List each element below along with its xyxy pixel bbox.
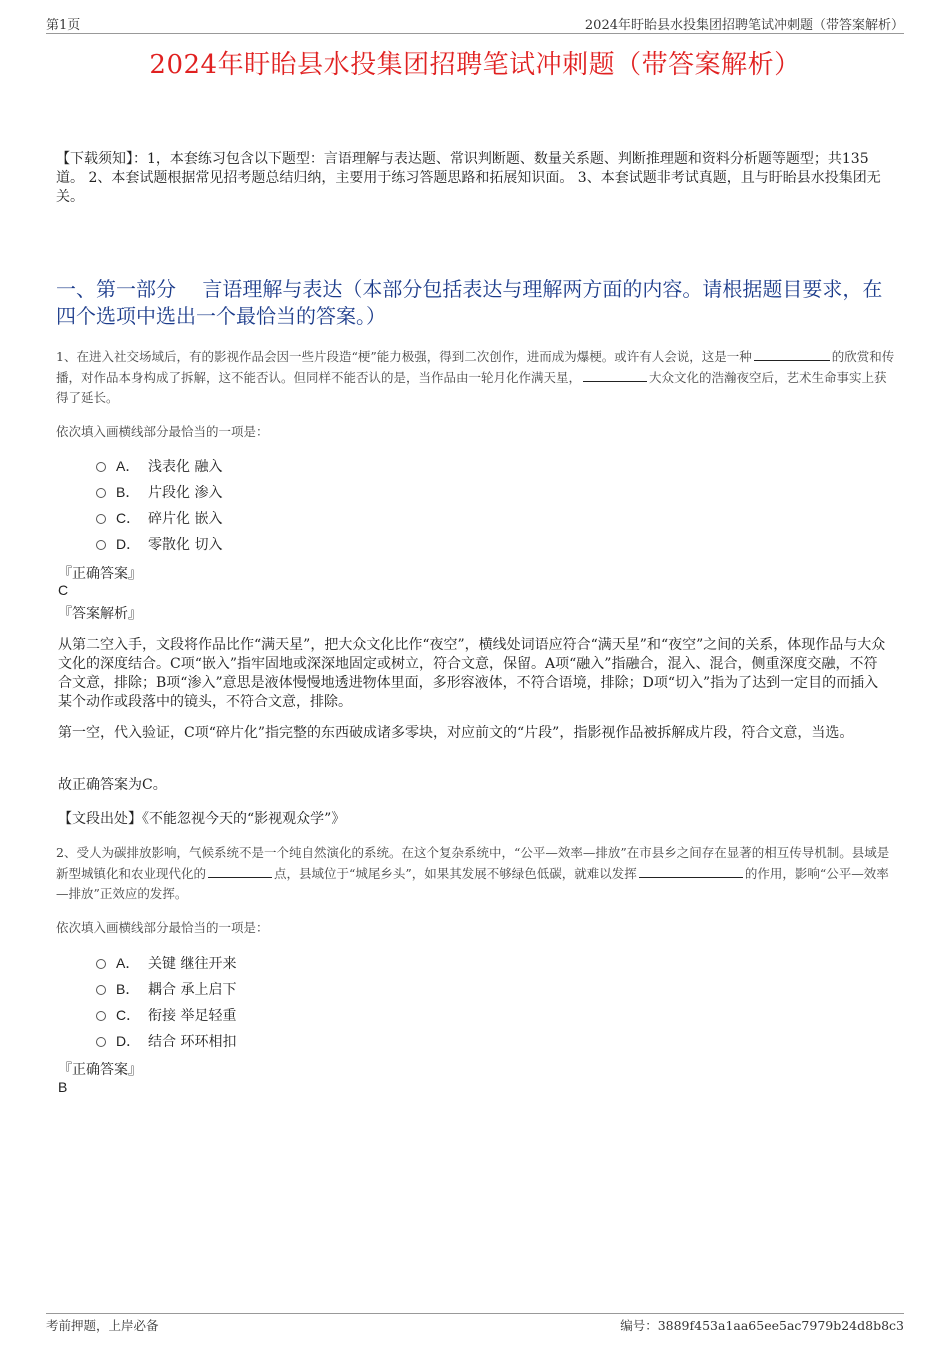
document-id: 编号：3889f453a1aa65ee5ac7979b24d8b8c3 — [620, 1318, 904, 1333]
option-b[interactable]: B． 片段化 渗入 — [96, 479, 222, 505]
question-1-stem — [56, 346, 896, 408]
footer-slogan: 考前押题，上岸必备 — [46, 1318, 159, 1333]
answer-blank — [583, 367, 647, 382]
option-b[interactable]: B． 耦合 承上启下 — [96, 976, 236, 1002]
source-citation: 【文段出处】《不能忽视今天的“影视观众学”》 — [58, 811, 346, 827]
question-1-prompt: 依次填入画横线部分最恰当的一项是： — [56, 424, 269, 439]
document-title: 2024年盱眙县水投集团招聘笔试冲刺题（带答案解析） — [149, 50, 801, 80]
answer-blank — [208, 863, 272, 878]
radio-icon[interactable] — [96, 540, 106, 550]
answer-blank — [754, 346, 830, 361]
radio-icon[interactable] — [96, 488, 106, 498]
question-1-stem-part: 大众文化的浩瀚夜空后，艺术生命事实上获得了延长。 — [56, 370, 887, 405]
question-2-stem-part: 2、受人为碳排放影响，气候系统不是一个纯自然演化的系统。在这个复杂系统中，“公平—效率—排放”在市县乡之间存在显著的相互传导机制。县域是新型城镇化和农业现代化的 — [56, 845, 890, 881]
question-1-stem-part: 的欣赏和传播，对作品本身构成了拆解，这不能否认。但同样不能否认的是，当作品由一轮月化作满天星， — [56, 349, 895, 385]
correct-answer-label: 『正确答案』 — [58, 566, 142, 582]
header-divider — [46, 33, 904, 34]
download-notice: 【下载须知】：1，本套练习包含以下题型：言语理解与表达题、常识判断题、数量关系题、判断推理题和资料分析题等题型；共135道。 2、本套试题根据常见招考题总结归纳，主要用于练习答题思路和拓展知识面。 3、本套试题非考试真题，且与盱眙县水投集团无关。 — [56, 151, 881, 205]
option-a[interactable]: A． 关键 继往开来 — [96, 950, 236, 976]
page-footer — [46, 1316, 904, 1334]
question-1-options — [96, 453, 222, 557]
radio-icon[interactable] — [96, 1037, 106, 1047]
footer-divider — [46, 1313, 904, 1314]
question-2-stem — [56, 843, 896, 904]
analysis-paragraph: 第一空，代入验证，C项“碎片化”指完整的东西破成诸多零块，对应前文的“片段”，指影视作品被拆解成片段，符合文意，当选。 — [58, 725, 854, 741]
option-c[interactable]: C． 碎片化 嵌入 — [96, 505, 222, 531]
radio-icon[interactable] — [96, 462, 106, 472]
analysis-conclusion: 故正确答案为C。 — [58, 777, 167, 793]
question-2-stem-part: 的作用，影响“公平—效率—排放”正效应的发挥。 — [56, 866, 889, 901]
page-number: 第1页 — [46, 18, 81, 33]
radio-icon[interactable] — [96, 959, 106, 969]
radio-icon[interactable] — [96, 1011, 106, 1021]
question-2-prompt: 依次填入画横线部分最恰当的一项是： — [56, 920, 269, 935]
analysis-paragraph: 从第二空入手，文段将作品比作“满天星”，把大众文化比作“夜空”，横线处词语应符合“满天星”和“夜空”之间的关系，体现作品与大众文化的深度结合。C项“嵌入”指牢固地或深深地固定或树立，符合文意，保留。A项“融入”指融合，混入、混合，侧重深度交融，不符合文意，排除；B项“渗入”意思是液体慢慢地透进物体里面，多形容液体，不符合语境，排除；D项“切入”指为了达到一定目的而插入某个动作或段落中的镜头，不符合文意，排除。 — [58, 637, 886, 710]
radio-icon[interactable] — [96, 514, 106, 524]
radio-icon[interactable] — [96, 985, 106, 995]
answer-blank — [639, 863, 743, 878]
option-d[interactable]: D． 结合 环环相扣 — [96, 1028, 236, 1054]
correct-answer: B — [58, 1079, 68, 1095]
analysis-label: 『答案解析』 — [58, 606, 142, 622]
option-a[interactable]: A． 浅表化 融入 — [96, 453, 222, 479]
header-doc-title: 2024年盱眙县水投集团招聘笔试冲刺题（带答案解析） — [584, 18, 904, 33]
question-2-options — [96, 950, 236, 1054]
question-2-stem-part: 点，县域位于“城尾乡头”，如果其发展不够绿色低碳，就难以发挥 — [274, 866, 637, 881]
correct-answer: C — [58, 582, 69, 598]
correct-answer-label: 『正确答案』 — [58, 1062, 142, 1078]
question-1-stem-part: 1、在进入社交场域后，有的影视作品会因一些片段造“梗”能力极强，得到二次创作，进而成为爆梗。或许有人会说，这是一种 — [56, 349, 752, 364]
section-title: 一、第一部分 言语理解与表达（本部分包括表达与理解两方面的内容。请根据题目要求，在四个选项中选出一个最恰当的答案。） — [56, 277, 883, 328]
option-c[interactable]: C． 衔接 举足轻重 — [96, 1002, 236, 1028]
option-d[interactable]: D． 零散化 切入 — [96, 531, 222, 557]
page-header — [46, 14, 904, 32]
